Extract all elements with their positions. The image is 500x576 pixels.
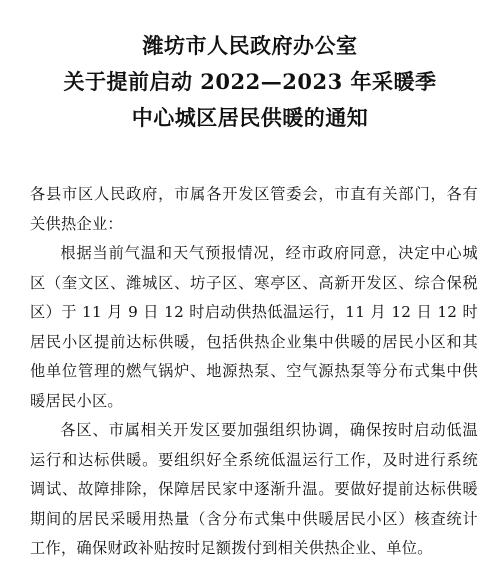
title-line-scope: 中心城区居民供暖的通知	[131, 105, 369, 130]
title-line-issuer: 潍坊市人民政府办公室	[142, 33, 358, 58]
salutation-paragraph: 各县市区人民政府，市属各开发区管委会，市直有关部门，各有关供热企业：	[30, 185, 478, 233]
title-line-subject: 关于提前启动 2022—2023 年采暖季	[63, 69, 437, 94]
body-paragraph-heating-start: 根据当前气温和天气预报情况，经市政府同意，决定中心城区（奎文区、潍城区、坊子区、寒亭区、高新开发区、综合保税区）于 11 月 9 日 12 时启动供热低温运行，11 月 12 日 12 时居民小区提前达标供暖，包括供热企业集中供暖的居民小区和其他单位管理的燃气锅炉、地源热泵、空气源热泵等分布式集中供暖居民小区。	[30, 244, 478, 410]
document-title	[0, 28, 500, 136]
document-body	[30, 180, 478, 564]
body-paragraph-coordination: 各区、市属相关开发区要加强组织协调，确保按时启动低温运行和达标供暖。要组织好全系统低温运行工作，及时进行系统调试、故障排除，保障居民家中逐渐升温。要做好提前达标供暖期间的居民采暖用热量（含分布式集中供暖居民小区）核查统计工作，确保财政补贴按时足额拨付到相关供热企业、单位。	[30, 421, 478, 557]
